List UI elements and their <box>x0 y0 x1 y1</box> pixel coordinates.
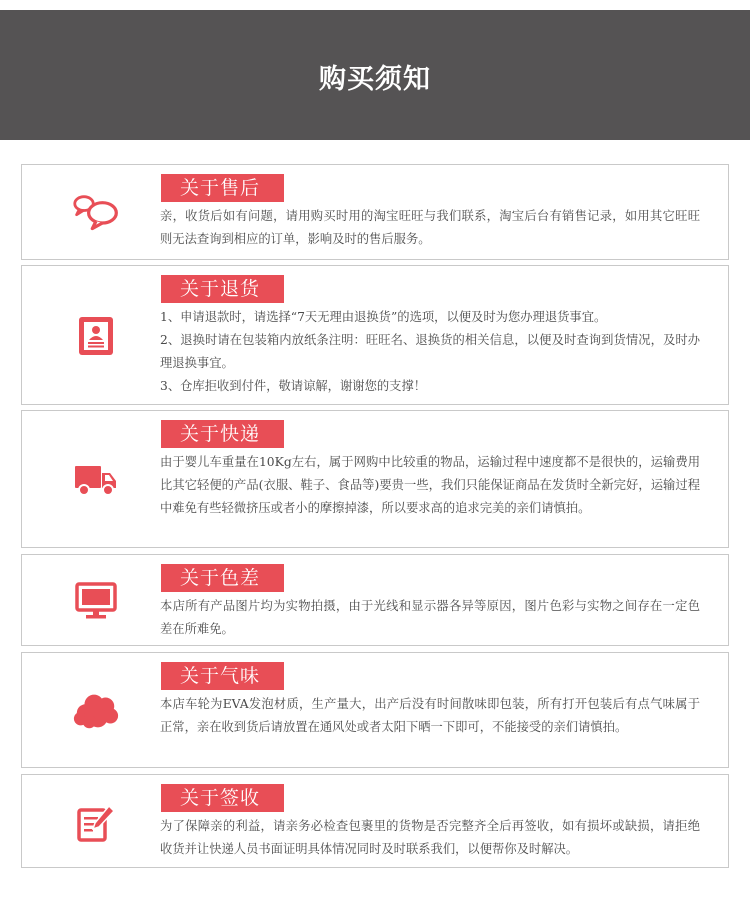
section-color-difference <box>21 554 729 646</box>
section-text <box>160 451 700 520</box>
section-after-sales <box>21 164 729 260</box>
section-text <box>160 306 700 398</box>
section-line: 3、仓库拒收到付件，敬请谅解，谢谢您的支撑！ <box>160 379 427 393</box>
section-line: 为了保障亲的利益，请亲务必检查包裹里的货物是否完整齐全后再签收，如有损坏或缺损，请拒绝收货并让快递人员书面证明具体情况同时及时联系我们，以便帮你及时解决。 <box>160 819 700 856</box>
section-title: 关于气味 <box>161 662 284 690</box>
section-text <box>160 693 700 739</box>
section-text <box>160 205 700 251</box>
section-line: 亲，收货后如有问题，请用购买时用的淘宝旺旺与我们联系，淘宝后台有销售记录，如用其它旺旺则无法查询到相应的订单，影响及时的售后服务。 <box>160 209 700 246</box>
page-header <box>0 10 750 140</box>
section-line: 由于婴儿车重量在10Kg左右，属于网购中比较重的物品，运输过程中速度都不是很快的，运输费用比其它轻便的产品(衣服、鞋子、食品等)要贵一些，我们只能保证商品在发货时全新完好，运输过程中难免有些轻微挤压或者小的摩擦掉漆，所以要求高的追求完美的亲们请慎拍。 <box>160 455 700 515</box>
section-title: 关于退货 <box>161 275 284 303</box>
section-delivery <box>21 410 729 548</box>
section-title: 关于签收 <box>161 784 284 812</box>
chat-bubbles-icon <box>72 187 120 235</box>
delivery-truck-icon <box>72 456 120 504</box>
monitor-icon <box>72 577 120 625</box>
section-line: 1、申请退款时，请选择“7天无理由退换货”的选项，以便及时为您办理退货事宜。 <box>160 310 607 324</box>
return-form-icon <box>72 312 120 360</box>
section-odor <box>21 652 729 768</box>
section-text <box>160 815 700 861</box>
section-title: 关于色差 <box>161 564 284 592</box>
cloud-icon <box>72 687 120 735</box>
section-sign-receipt <box>21 774 729 868</box>
page-title: 购买须知 <box>319 63 431 95</box>
section-line: 2、退换时请在包装箱内放纸条注明：旺旺名、退换货的相关信息，以便及时查询到货情况，及时办理退换事宜。 <box>160 333 700 370</box>
top-strip <box>0 0 750 10</box>
section-title: 关于售后 <box>161 174 284 202</box>
sign-document-icon <box>72 799 120 847</box>
section-line: 本店所有产品图片均为实物拍摄，由于光线和显示器各异等原因，图片色彩与实物之间存在一定色差在所难免。 <box>160 599 700 636</box>
section-text <box>160 595 700 641</box>
section-line: 本店车轮为EVA发泡材质，生产量大，出产后没有时间散味即包装，所有打开包装后有点气味属于正常，亲在收到货后请放置在通风处或者太阳下晒一下即可，不能接受的亲们请慎拍。 <box>160 697 700 734</box>
section-title: 关于快递 <box>161 420 284 448</box>
section-returns <box>21 265 729 405</box>
